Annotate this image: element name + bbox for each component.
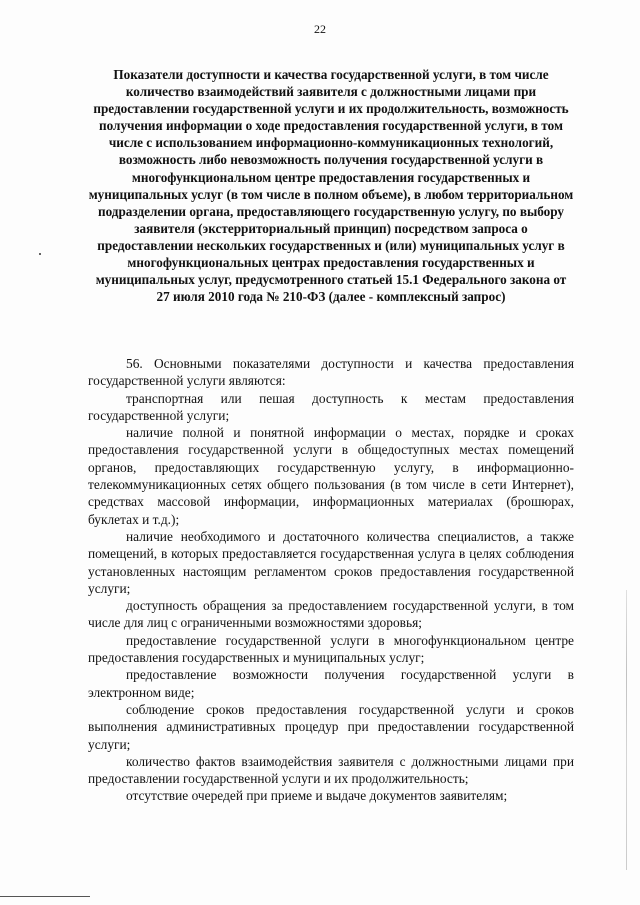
footer-rule — [0, 896, 90, 897]
scan-mark — [39, 253, 41, 255]
list-item-queues: отсутствие очередей при приеме и выдаче документов заявителям; — [126, 788, 508, 804]
scan-edge-line — [626, 590, 627, 870]
paragraph-56: 56. Основными показателями доступности и качества предоставления государственной услуги являются: — [88, 356, 574, 389]
list-item-transport: транспортная или пешая доступность к местам предоставления государственной услуги; — [88, 390, 574, 423]
list-item-information: наличие полной и понятной информации о местах, порядке и сроках предоставления государственной услуги в общедоступных местах помещений органов, предоставляющих государственную услугу, в информационно-телекоммуникационных сетях общего пользования (в том числе в сети Интернет), средствах массовой информации, информационных материалах (брошюрах, буклетах и т.д.); — [88, 425, 574, 527]
section-heading: Показатели доступности и качества государственной услуги, в том числе количество взаимодействий заявителя с должностными лицами при предоставлении государственной услуги и их продолжительность, возможность получения информации о ходе предоставления государственной услуги, в том числе с использованием информационно-коммуникационных технологий, возможность либо невозможность получения государственной услуги в многофункциональном центре предоставления государственных и муниципальных услуг (в том числе в полном объеме), в любом территориальном подразделении органа, предоставляющего государственную услугу, по выбору заявителя (экстерриториальный принцип) посредством запроса о предоставлении нескольких государственных и (или) муниципальных услуг в многофункциональных центрах предоставления государственных и муниципальных услуг, предусмотренного статьей 15.1 Федерального закона от 27 июля 2010 года № 210-ФЗ (далее - комплексный запрос) — [88, 67, 574, 305]
list-item-electronic: предоставление возможности получения государственной услуги в электронном виде; — [88, 667, 574, 700]
list-item-accessibility: доступность обращения за предоставлением государственной услуги, в том числе для лиц с ограниченными возможностями здоровья; — [88, 598, 574, 631]
list-item-deadlines: соблюдение сроков предоставления государственной услуги и сроков выполнения административных процедур при предоставлении государственной услуги; — [88, 701, 574, 752]
list-item-specialists: наличие необходимого и достаточного количества специалистов, а также помещений, в которых предоставляется государственная услуга в целях соблюдения установленных настоящим регламентом сроков предоставления государственной услуги; — [88, 528, 574, 596]
list-item-interactions: количество фактов взаимодействия заявителя с должностными лицами при предоставлении государственной услуги и их продолжительность; — [88, 753, 574, 787]
list-item-mfc: предоставление государственной услуги в многофункциональном центре предоставления государственных и муниципальных услуг; — [88, 632, 574, 666]
page-number: 22 — [314, 22, 326, 36]
body-text — [88, 355, 574, 805]
